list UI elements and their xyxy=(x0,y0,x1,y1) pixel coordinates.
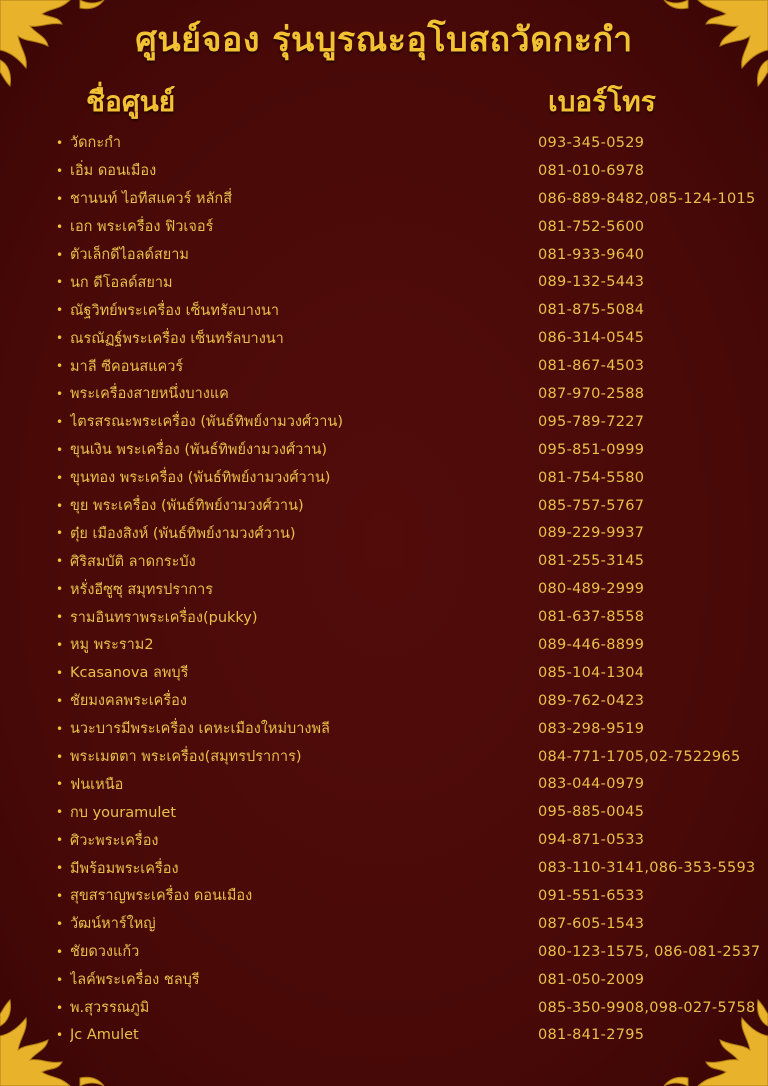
center-name: ศิวะพระเครื่อง xyxy=(70,832,159,849)
list-item xyxy=(56,268,746,296)
phone-number: 095-885-0045 xyxy=(538,804,645,821)
phone-number: 081-637-8558 xyxy=(538,609,645,626)
list-item xyxy=(56,882,746,910)
phone-number: 083-298-9519 xyxy=(538,720,645,737)
column-header-phone: เบอร์โทร xyxy=(548,85,656,118)
center-name: นวะบารมีพระเครื่อง เคหะเมืองใหม่บางพลี xyxy=(70,721,330,738)
phone-number: 085-350-9908,098-027-5758 xyxy=(538,999,756,1016)
bullet-icon: • xyxy=(56,582,64,597)
list-item xyxy=(56,464,746,492)
center-name: ไตรสรณะพระเครื่อง (พันธ์ทิพย์งามวงศ์วาน) xyxy=(70,414,344,431)
bullet-icon: • xyxy=(56,414,64,429)
center-name: วัดกะกำ xyxy=(70,135,122,152)
center-name: ไลค์พระเครื่อง ชลบุรี xyxy=(70,972,200,989)
phone-number: 095-851-0999 xyxy=(538,441,645,458)
phone-number: 089-132-5443 xyxy=(538,274,645,291)
list-item xyxy=(56,994,756,1022)
bullet-icon: • xyxy=(56,498,64,513)
phone-number: 081-933-9640 xyxy=(538,246,645,263)
bullet-icon: • xyxy=(56,303,64,318)
phone-number: 081-010-6978 xyxy=(538,162,645,179)
bullet-icon: • xyxy=(56,861,64,876)
bullet-icon: • xyxy=(56,247,64,262)
list-item xyxy=(56,352,746,380)
list-item xyxy=(56,659,746,687)
list-item xyxy=(56,436,746,464)
center-name: ชัยดวงแก้ว xyxy=(70,944,140,961)
phone-number: 080-123-1575, 086-081-2537 xyxy=(538,943,761,960)
page-title: ศูนย์จอง รุ่นบูรณะอุโบสถวัดกะกำ xyxy=(135,20,633,60)
center-name: พระเมตตา พระเครื่อง(สมุทรปราการ) xyxy=(70,749,302,766)
list-item xyxy=(56,547,746,575)
list-item xyxy=(56,854,756,882)
phone-number: 081-875-5084 xyxy=(538,302,645,319)
phone-number: 083-044-0979 xyxy=(538,776,645,793)
bullet-icon: • xyxy=(56,135,64,150)
bullet-icon: • xyxy=(56,777,64,792)
bullet-icon: • xyxy=(56,470,64,485)
list-item xyxy=(56,519,746,547)
bullet-icon: • xyxy=(56,944,64,959)
list-item xyxy=(56,157,746,185)
list-item xyxy=(56,296,746,324)
list-item xyxy=(56,575,746,603)
phone-number: 081-841-2795 xyxy=(538,1027,645,1044)
center-name: มีพร้อมพระเครื่อง xyxy=(70,860,179,877)
center-name: นก ดีโอลด์สยาม xyxy=(70,274,173,291)
phone-number: 080-489-2999 xyxy=(538,581,645,598)
center-name: ขุย พระเครื่อง (พันธ์ทิพย์งามวงศ์วาน) xyxy=(70,498,304,515)
list-item xyxy=(56,743,746,771)
center-name: พ.สุวรรณภูมิ xyxy=(70,1000,150,1017)
phone-number: 089-762-0423 xyxy=(538,692,645,709)
phone-number: 086-889-8482,085-124-1015 xyxy=(538,190,756,207)
phone-number: 089-229-9937 xyxy=(538,525,645,542)
list-item xyxy=(56,631,746,659)
phone-number: 081-867-4503 xyxy=(538,358,645,375)
list-item xyxy=(56,798,746,826)
center-name: ขุนเงิน พระเครื่อง (พันธ์ทิพย์งามวงศ์วาน) xyxy=(70,442,328,459)
bullet-icon: • xyxy=(56,888,64,903)
center-name: ชานนท์ ไอทีสแควร์ หลักสี่ xyxy=(70,191,233,208)
center-name: รามอินทราพระเครื่อง(pukky) xyxy=(70,609,258,626)
center-name: สุขสราญพระเครื่อง ดอนเมือง xyxy=(70,888,253,905)
list-item xyxy=(56,910,746,938)
list-item xyxy=(56,687,746,715)
phone-number: 093-345-0529 xyxy=(538,134,645,151)
center-name: ชัยมงคลพระเครื่อง xyxy=(70,693,187,710)
center-name: ณัฐวิทย์พระเครื่อง เซ็นทรัลบางนา xyxy=(70,302,280,319)
bullet-icon: • xyxy=(56,721,64,736)
bullet-icon: • xyxy=(56,665,64,680)
phone-number: 081-754-5580 xyxy=(538,469,645,486)
center-name: หรั่งอีซูซุ สมุทรปราการ xyxy=(70,581,214,598)
list-item xyxy=(56,826,746,854)
list-item xyxy=(56,715,746,743)
bullet-icon: • xyxy=(56,359,64,374)
center-name: Kcasanova ลพบุรี xyxy=(70,665,189,682)
list-item xyxy=(56,129,746,157)
center-name: กบ youramulet xyxy=(70,804,177,821)
center-name: ณรณัฏฐ์พระเครื่อง เซ็นทรัลบางนา xyxy=(70,330,284,347)
list-item xyxy=(56,185,756,213)
center-name: ศิริสมบัติ ลาดกระบัง xyxy=(70,553,196,570)
bullet-icon: • xyxy=(56,219,64,234)
center-name: เอก พระเครื่อง ฟิวเจอร์ xyxy=(70,219,214,236)
bullet-icon: • xyxy=(56,1000,64,1015)
bullet-icon: • xyxy=(56,833,64,848)
center-name: Jc Amulet xyxy=(70,1027,139,1044)
center-name: มาลี ซีคอนสแควร์ xyxy=(70,358,184,375)
phone-number: 089-446-8899 xyxy=(538,636,645,653)
phone-number: 081-050-2009 xyxy=(538,971,645,988)
bullet-icon: • xyxy=(56,916,64,931)
bullet-icon: • xyxy=(56,163,64,178)
phone-number: 086-314-0545 xyxy=(538,330,645,347)
center-name: พระเครื่องสายหนึ่งบางแค xyxy=(70,386,229,403)
list-item xyxy=(56,770,746,798)
bullet-icon: • xyxy=(56,805,64,820)
booking-center-list xyxy=(56,129,761,1049)
list-item xyxy=(56,966,746,994)
center-name: ฟนเหนือ xyxy=(70,776,124,793)
list-item xyxy=(56,213,746,241)
list-item xyxy=(56,324,746,352)
bullet-icon: • xyxy=(56,526,64,541)
phone-number: 087-605-1543 xyxy=(538,915,645,932)
center-name: วัฒน์หาร์ใหญ่ xyxy=(70,916,156,933)
list-item xyxy=(56,1022,746,1050)
phone-number: 091-551-6533 xyxy=(538,887,645,904)
list-item xyxy=(56,938,761,966)
phone-number: 085-757-5767 xyxy=(538,497,645,514)
bullet-icon: • xyxy=(56,191,64,206)
column-header-name: ชื่อศูนย์ xyxy=(86,85,176,118)
bullet-icon: • xyxy=(56,275,64,290)
bullet-icon: • xyxy=(56,693,64,708)
list-item xyxy=(56,241,746,269)
list-item xyxy=(56,408,746,436)
phone-number: 095-789-7227 xyxy=(538,413,645,430)
phone-number: 085-104-1304 xyxy=(538,664,645,681)
bullet-icon: • xyxy=(56,331,64,346)
center-name: ตัวเล็กดีไอลด์สยาม xyxy=(70,247,189,263)
center-name: ขุนทอง พระเครื่อง (พันธ์ทิพย์งามวงศ์วาน) xyxy=(70,470,331,487)
phone-number: 094-871-0533 xyxy=(538,832,645,849)
bullet-icon: • xyxy=(56,442,64,457)
phone-number: 081-752-5600 xyxy=(538,218,645,235)
center-name: เอิ่ม ดอนเมือง xyxy=(70,163,157,180)
list-item xyxy=(56,492,746,520)
bullet-icon: • xyxy=(56,1028,64,1043)
bullet-icon: • xyxy=(56,749,64,764)
phone-number: 081-255-3145 xyxy=(538,553,645,570)
phone-number: 083-110-3141,086-353-5593 xyxy=(538,860,756,877)
list-item xyxy=(56,380,746,408)
bullet-icon: • xyxy=(56,554,64,569)
bullet-icon: • xyxy=(56,610,64,625)
bullet-icon: • xyxy=(56,637,64,652)
phone-number: 084-771-1705,02-7522965 xyxy=(538,748,741,765)
phone-number: 087-970-2588 xyxy=(538,385,645,402)
bullet-icon: • xyxy=(56,972,64,987)
bullet-icon: • xyxy=(56,386,64,401)
list-item xyxy=(56,603,746,631)
center-name: หมู พระราม2 xyxy=(70,637,154,654)
center-name: ตุ๋ย เมืองสิงห์ (พันธ์ทิพย์งามวงศ์วาน) xyxy=(70,525,296,542)
